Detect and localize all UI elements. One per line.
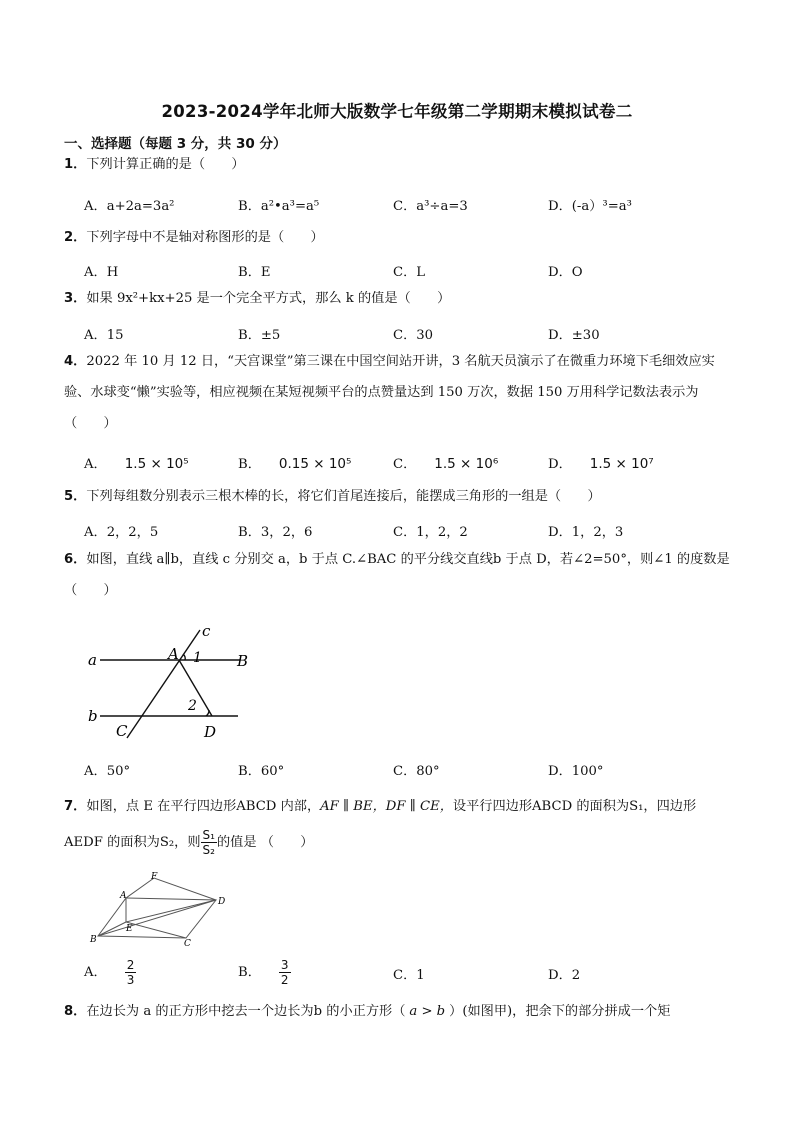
option-label: D． (548, 457, 572, 472)
label-B: B (90, 935, 97, 945)
label-A: A (168, 645, 179, 663)
option-a[interactable]: A．2，2，5 (84, 525, 159, 540)
question-3-options (84, 324, 744, 344)
line-c (127, 630, 200, 738)
question-number: 7． (64, 799, 87, 814)
option-value: 1.5 × 10⁶ (434, 456, 499, 472)
question-2 (64, 222, 734, 254)
label-C: C (116, 722, 128, 740)
question-6 (64, 544, 734, 606)
fraction-denominator: 2 (280, 973, 289, 987)
question-4 (64, 346, 734, 439)
fraction-denominator: S₂ (202, 843, 215, 857)
option-d[interactable]: D．1，2，3 (548, 525, 624, 540)
question-text: 在边长为 a 的正方形中挖去一个边长为b 的小正方形（ (86, 1004, 406, 1019)
question-text: 下列计算正确的是（ ） (86, 157, 245, 172)
page-title: 2023-2024学年北师大版数学七年级第二学期期末模拟试卷二 (161, 102, 633, 121)
option-b[interactable]: B．3，2，6 (238, 525, 313, 540)
label-D: D (204, 723, 217, 741)
label-c: c (202, 622, 211, 640)
question-7-options (84, 958, 744, 992)
option-c[interactable]: C．30 (393, 328, 434, 343)
option-a[interactable] (84, 453, 189, 472)
question-text-2: 设平行四边形ABCD 的面积为S₁，四边形 AEDF 的面积为S₂，则 (64, 799, 697, 850)
question-math: AF ∥ BE，DF ∥ CE， (320, 799, 453, 814)
question-number: 2． (64, 230, 87, 245)
fraction-numerator: 2 (126, 958, 135, 972)
question-5 (64, 481, 734, 513)
option-value: 1.5 × 10⁵ (124, 456, 189, 472)
question-7 (64, 789, 734, 861)
question-text: 如果 9x²+kx+25 是一个完全平方式，那么 k 的值是（ ） (86, 291, 451, 306)
question-3 (64, 283, 734, 315)
label-b: b (88, 707, 98, 725)
question-5-options (84, 521, 744, 541)
option-a[interactable]: A．H (84, 265, 119, 280)
option-b[interactable]: B．E (238, 265, 271, 280)
option-label: B． (238, 965, 261, 980)
label-A: A (120, 891, 127, 901)
option-d[interactable] (548, 453, 654, 472)
question-number: 3． (64, 291, 87, 306)
option-b[interactable]: B．60° (238, 764, 285, 779)
option-c[interactable]: C．L (393, 265, 426, 280)
label-a: a (88, 651, 97, 669)
option-c[interactable]: C．1 (393, 968, 425, 983)
question-number: 1． (64, 157, 87, 172)
label-angle-1: 1 (193, 650, 202, 666)
question-number: 8． (64, 1004, 87, 1019)
option-label: A． (84, 965, 107, 980)
question-4-options (84, 453, 744, 473)
question-6-options (84, 760, 744, 780)
parallelogram-figure (88, 870, 228, 948)
option-value: 1.5 × 10⁷ (589, 456, 654, 472)
question-1 (64, 149, 734, 181)
fraction-s1-s2 (201, 828, 217, 857)
parallel-lines-figure (82, 620, 262, 745)
option-a[interactable]: A．a+2a=3a² (84, 199, 175, 214)
option-d[interactable]: D．±30 (548, 328, 600, 343)
question-text: 如图，直线 a∥b，直线 c 分别交 a，b 于点 C.∠BAC 的平分线交直线b 于点 D，若∠2=50°，则∠1 的度数是（ ） (64, 552, 730, 598)
angle-2-arc (206, 710, 209, 716)
option-value: 0.15 × 10⁵ (278, 456, 352, 472)
option-d[interactable]: D．100° (548, 764, 604, 779)
option-a[interactable]: A．50° (84, 764, 131, 779)
option-d[interactable]: D．(-a）³=a³ (548, 199, 632, 214)
option-label: A． (84, 457, 107, 472)
fraction-denominator: 3 (126, 973, 135, 987)
option-fraction (125, 958, 137, 987)
option-c[interactable]: C．a³÷a=3 (393, 199, 468, 214)
angle-1-arc (183, 654, 185, 660)
fraction-numerator: S₁ (202, 828, 215, 842)
option-b[interactable]: B．±5 (238, 328, 281, 343)
question-text: 如图，点 E 在平行四边形ABCD 内部， (86, 799, 321, 814)
option-d[interactable]: D．2 (548, 968, 581, 983)
question-number: 6． (64, 552, 87, 567)
segments-af-fd (126, 878, 216, 900)
question-text: 2022 年 10 月 12 日，“天宫课堂”第三课在中国空间站开讲，3 名航天员演示了在微重力环境下毛细效应实验、水球变“懒”实验等，相应视频在某短视频平台的点赞量达到 150 万次，数据 150 万用科学记数法表示为（ ） (64, 354, 715, 431)
option-b[interactable]: B．a²•a³=a⁵ (238, 199, 320, 214)
option-b[interactable] (238, 453, 351, 472)
question-8 (64, 996, 734, 1028)
option-c[interactable] (393, 453, 498, 472)
label-E: E (126, 924, 133, 934)
question-text-2: ）(如图甲)，把余下的部分拼成一个矩 (449, 1004, 671, 1019)
option-label: B． (238, 457, 261, 472)
label-D: D (218, 897, 226, 907)
question-2-options (84, 261, 744, 281)
option-fraction (279, 958, 291, 987)
label-B: B (237, 652, 249, 670)
label-F: F (151, 872, 158, 882)
option-b[interactable] (238, 958, 291, 987)
question-1-options (84, 195, 744, 215)
option-a[interactable] (84, 958, 136, 987)
segment-ed (126, 900, 216, 922)
label-angle-2: 2 (188, 698, 197, 714)
option-c[interactable]: C．1，2，2 (393, 525, 468, 540)
label-C: C (184, 939, 191, 948)
question-text: 下列字母中不是轴对称图形的是（ ） (86, 230, 324, 245)
question-text-3: 的值是 （ ） (216, 835, 314, 850)
fraction-numerator: 3 (280, 958, 289, 972)
option-d[interactable]: D．O (548, 265, 583, 280)
question-math: a > b (409, 1004, 446, 1019)
question-number: 5． (64, 489, 87, 504)
question-number: 4． (64, 354, 87, 369)
option-c[interactable]: C．80° (393, 764, 440, 779)
option-label: C． (393, 457, 417, 472)
option-a[interactable]: A．15 (84, 328, 124, 343)
section-heading: 一、选择题（每题 3 分，共 30 分） (64, 136, 287, 152)
question-text: 下列每组数分别表示三根木棒的长，将它们首尾连接后，能摆成三角形的一组是（ ） (86, 489, 601, 504)
